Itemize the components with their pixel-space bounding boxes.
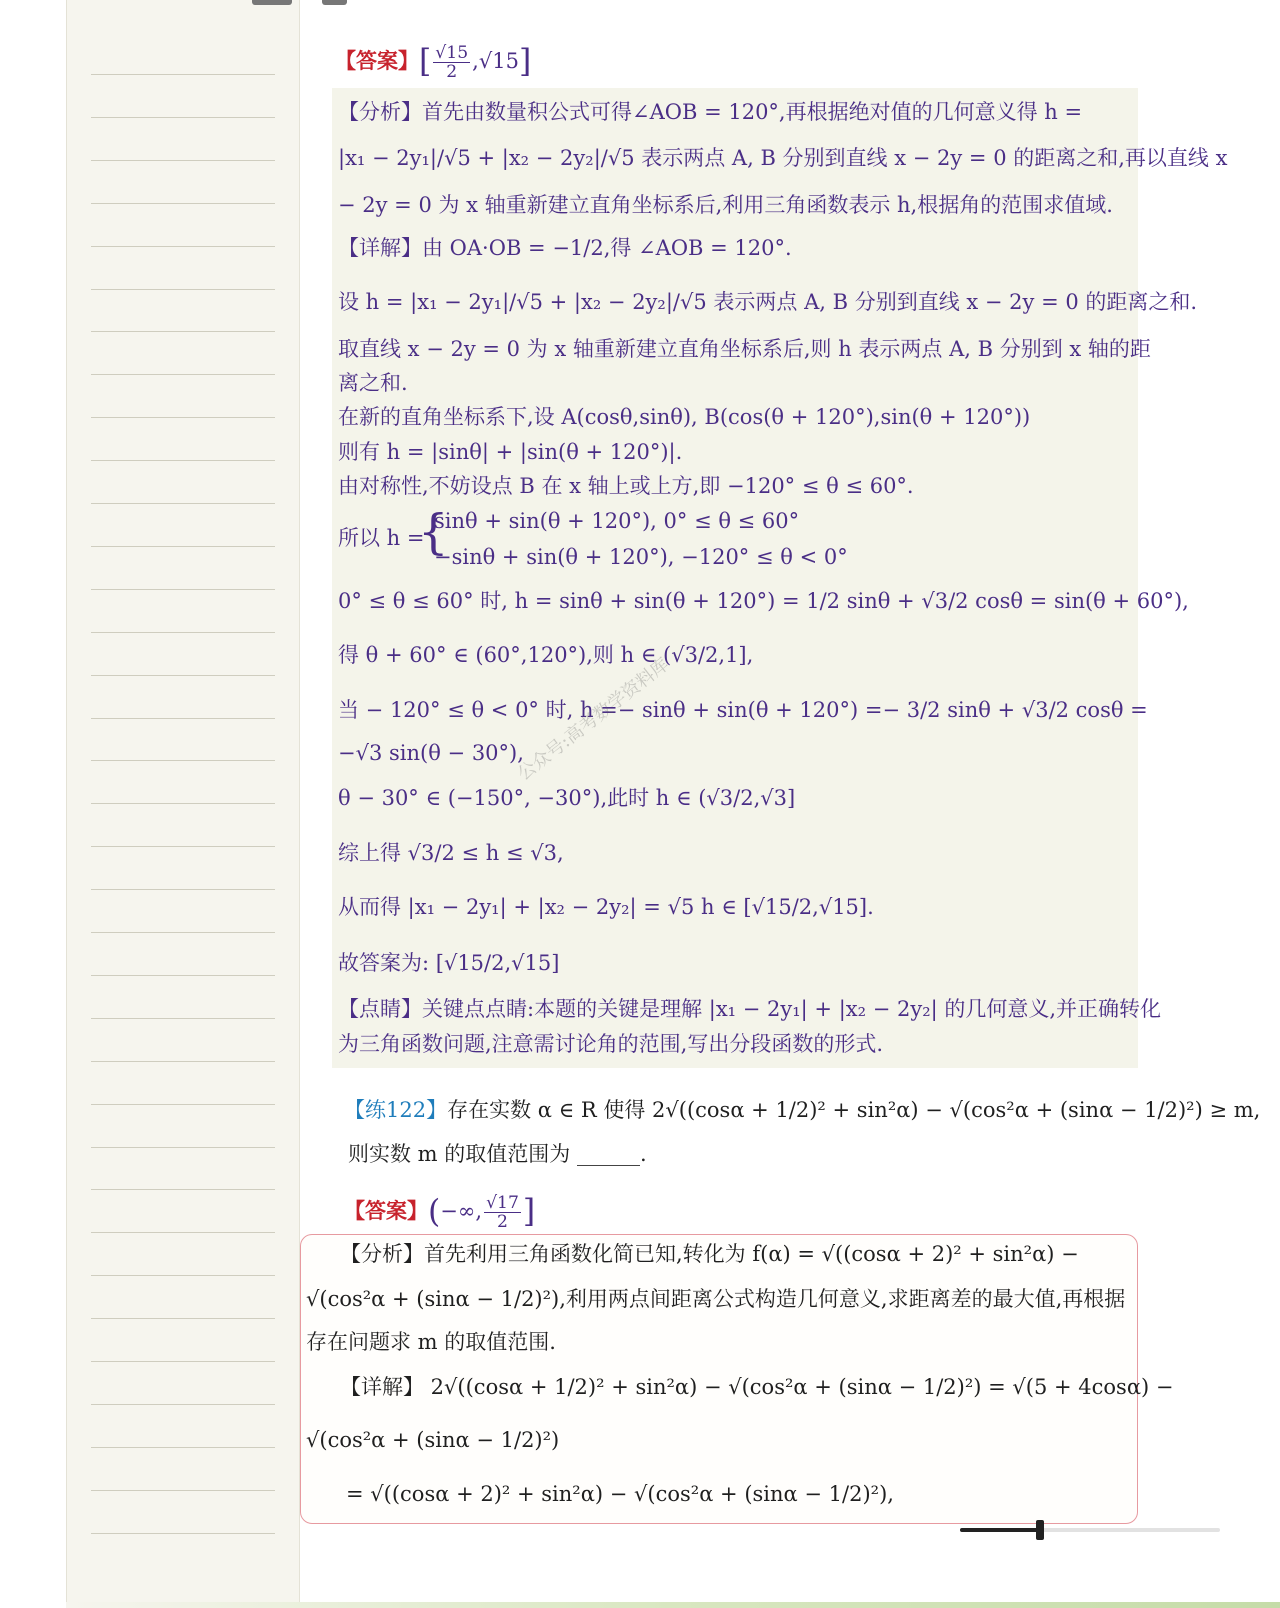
- notes-rule-line: [91, 160, 275, 161]
- analysis-1-line-1: 【分析】首先由数量积公式可得∠AOB = 120°,再根据绝对值的几何意义得 h =: [338, 100, 1083, 124]
- notes-rule-line: [91, 932, 275, 933]
- notes-column: [66, 0, 300, 1608]
- remark-line-1: 【点睛】关键点点睛:本题的关键是理解 |x₁ − 2y₁| + |x₂ − 2y₂| 的几何意义,并正确转化: [338, 997, 1162, 1021]
- solution-panel-1: [332, 88, 1138, 1068]
- notes-rule-line: [91, 889, 275, 890]
- combine-line: 综上得 √3/2 ≤ h ≤ √3,: [338, 841, 564, 865]
- new-coordinate-line: 在新的直角坐标系下,设 A(cosθ,sinθ), B(cos(θ + 120°),sin(θ + 120°)): [338, 405, 1031, 429]
- notes-rule-line: [91, 1189, 275, 1190]
- analysis-2-line-3: 存在问题求 m 的取值范围.: [306, 1330, 556, 1354]
- take-line-2: 离之和.: [338, 371, 408, 395]
- notes-rule-line: [91, 1104, 275, 1105]
- exercise-tag: 【练122】: [344, 1098, 448, 1122]
- notes-rule-line: [91, 1275, 275, 1276]
- notes-rule-line: [91, 289, 275, 290]
- piecewise-case-2: −sinθ + sin(θ + 120°), −120° ≤ θ < 0°: [434, 545, 848, 569]
- notes-rule-line: [91, 1018, 275, 1019]
- set-h-line: 设 h = |x₁ − 2y₁|/√5 + |x₂ − 2y₂|/√5 表示两点 A, B 分别到直线 x − 2y = 0 的距离之和.: [338, 290, 1198, 314]
- detail-2-line-2: √(cos²α + (sinα − 1/2)²): [306, 1428, 560, 1452]
- notes-rule-line: [91, 74, 275, 75]
- notes-rule-line: [91, 1061, 275, 1062]
- notes-rule-line: [91, 1404, 275, 1405]
- analysis-1-line-2: |x₁ − 2y₁|/√5 + |x₂ − 2y₂|/√5 表示两点 A, B 分别到直线 x − 2y = 0 的距离之和,再以直线 x: [338, 146, 1228, 170]
- notes-rule-line: [91, 374, 275, 375]
- take-line-1: 取直线 x − 2y = 0 为 x 轴重新建立直角坐标系后,则 h 表示两点 A, B 分别到 x 轴的距: [338, 337, 1151, 361]
- watermark: 公众号:高考数学资料库: [513, 653, 674, 785]
- page-indicator: [960, 1520, 1220, 1540]
- notes-rule-line: [91, 1147, 275, 1148]
- symmetry-line: 由对称性,不妨设点 B 在 x 轴上或上方,即 −120° ≤ θ ≤ 60°.: [338, 474, 914, 498]
- final-answer-1: 故答案为: [√15/2,√15]: [338, 951, 560, 975]
- remark-line-2: 为三角函数问题,注意需讨论角的范围,写出分段函数的形式.: [338, 1032, 884, 1056]
- exercise-122-line-2: 则实数 m 的取值范围为 ______.: [348, 1142, 647, 1166]
- notes-rule-line: [91, 675, 275, 676]
- notes-rule-line: [91, 589, 275, 590]
- piecewise-case-1: sinθ + sin(θ + 120°), 0° ≤ θ ≤ 60°: [434, 509, 800, 533]
- notes-rule-line: [91, 503, 275, 504]
- notes-rule-line: [91, 1447, 275, 1448]
- exercise-text: 存在实数 α ∈ R 使得 2√((cosα + 1/2)² + sin²α) − √(cos²α + (sinα − 1/2)²) ≥ m,: [447, 1098, 1261, 1122]
- notes-rule-line: [91, 246, 275, 247]
- analysis-2-line-2: √(cos²α + (sinα − 1/2)²),利用两点间距离公式构造几何意义,求距离差的最大值,再根据: [306, 1287, 1126, 1311]
- case-1-line: 0° ≤ θ ≤ 60° 时, h = sinθ + sin(θ + 120°) = 1/2 sinθ + √3/2 cosθ = sin(θ + 60°),: [338, 589, 1189, 613]
- detail-2-line-1: 【详解】 2√((cosα + 1/2)² + sin²α) − √(cos²α + (sinα − 1/2)²) = √(5 + 4cosα) −: [340, 1375, 1174, 1399]
- notes-rule-line: [91, 417, 275, 418]
- notes-rule-line: [91, 117, 275, 118]
- notes-rule-line: [91, 975, 275, 976]
- notes-rule-line: [91, 760, 275, 761]
- notes-rule-line: [91, 1318, 275, 1319]
- then-h-line: 则有 h = |sinθ| + |sin(θ + 120°)|.: [338, 440, 683, 464]
- notes-rule-line: [91, 718, 275, 719]
- case-2-line-1: 当 − 120° ≤ θ < 0° 时, h =− sinθ + sin(θ + 120°) =− 3/2 sinθ + √3/2 cosθ =: [338, 698, 1148, 722]
- detail-1: 【详解】由 OA·OB = −1/2,得 ∠AOB = 120°.: [338, 236, 792, 260]
- notes-rule-line: [91, 1232, 275, 1233]
- piecewise-brace: {: [418, 504, 449, 560]
- analysis-1-line-3: − 2y = 0 为 x 轴重新建立直角坐标系后,利用三角函数表示 h,根据角的范围求值域.: [338, 193, 1113, 217]
- therefore-line: 从而得 |x₁ − 2y₁| + |x₂ − 2y₂| = √5 h ∈ [√15/2,√15].: [338, 895, 874, 919]
- notes-rule-line: [91, 203, 275, 204]
- analysis-2-line-1: 【分析】首先利用三角函数化简已知,转化为 f(α) = √((cosα + 2)² + sin²α) −: [340, 1242, 1079, 1266]
- notes-rule-line: [91, 632, 275, 633]
- answer-1: 【答案】[ $\frac{√15}{2}$ ,√15]: [335, 43, 532, 83]
- notes-rule-line: [91, 331, 275, 332]
- exercise-122-line-1: [344, 1100, 1260, 1121]
- page-content: [300, 0, 1280, 1608]
- notes-rule-line: [91, 803, 275, 804]
- notes-rule-line: [91, 546, 275, 547]
- notes-rule-line: [91, 1361, 275, 1362]
- answer-2: 【答案】(−∞, $\frac{√17}{2}$ ]: [344, 1193, 536, 1233]
- notes-rule-line: [91, 846, 275, 847]
- notes-rule-line: [91, 1490, 275, 1491]
- case-2-range: θ − 30° ∈ (−150°, −30°),此时 h ∈ (√3/2,√3]: [338, 786, 796, 810]
- bottom-strip: [66, 1602, 1280, 1608]
- piecewise-label: 所以 h =: [338, 526, 425, 550]
- notes-rule-line: [91, 1533, 275, 1534]
- detail-2-line-3: = √((cosα + 2)² + sin²α) − √(cos²α + (sinα − 1/2)²),: [346, 1482, 894, 1506]
- notes-rule-line: [91, 460, 275, 461]
- case-2-line-2: −√3 sin(θ − 30°),: [338, 741, 524, 765]
- case-1-range: 得 θ + 60° ∈ (60°,120°),则 h ∈ (√3/2,1],: [338, 643, 754, 667]
